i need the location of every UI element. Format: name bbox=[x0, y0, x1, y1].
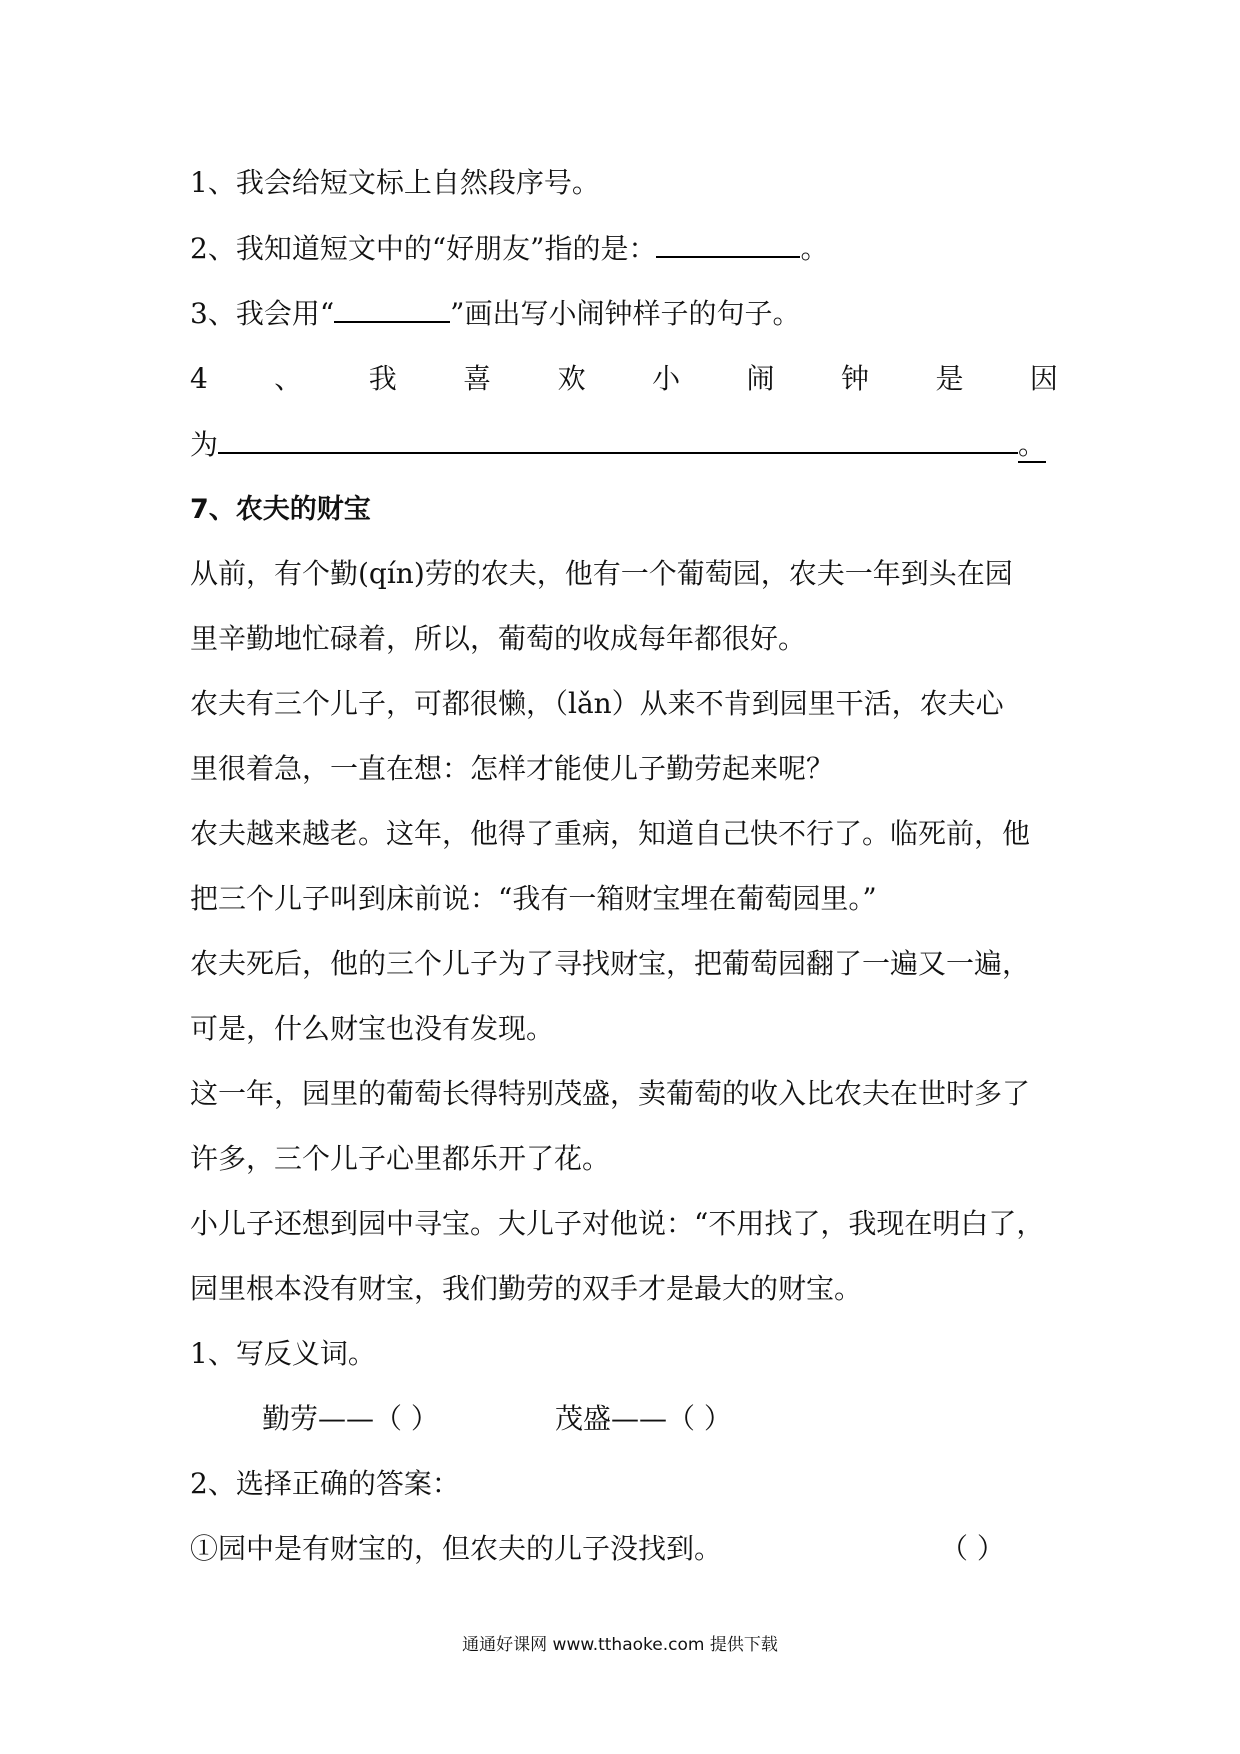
q4-char: 喜 bbox=[463, 362, 492, 395]
page-footer: 通通好课网 www.tthaoke.com 提供下载 bbox=[462, 1635, 778, 1655]
underline-sample bbox=[334, 297, 450, 323]
q4-char: 、 bbox=[274, 362, 303, 395]
q4-line2-start: 为 bbox=[190, 428, 219, 461]
story-line: 许多，三个儿子心里都乐开了花。 bbox=[190, 1142, 611, 1175]
antonym-2[interactable]: 茂盛——（ ） bbox=[555, 1402, 732, 1435]
q4-char: 欢 bbox=[557, 362, 586, 395]
story-line: 里辛勤地忙碌着，所以，葡萄的收成每年都很好。 bbox=[190, 622, 807, 655]
q4-line2-end: 。 bbox=[1018, 428, 1047, 461]
q4-char: 钟 bbox=[840, 362, 869, 395]
story-line: 把三个儿子叫到床前说：“我有一箱财宝埋在葡萄园里。” bbox=[190, 882, 877, 915]
q4-char: 小 bbox=[652, 362, 681, 395]
question-4-line1 bbox=[190, 359, 1058, 399]
question-2-end: 。 bbox=[800, 232, 829, 265]
q4-char: 我 bbox=[368, 362, 397, 395]
antonym-1[interactable]: 勤劳——（ ） bbox=[262, 1402, 439, 1435]
question-3 bbox=[190, 294, 800, 334]
choice-1: ①园中是有财宝的，但农夫的儿子没找到。 bbox=[190, 1532, 723, 1565]
story-line: 农夫死后，他的三个儿子为了寻找财宝，把葡萄园翻了一遍又一遍， bbox=[190, 947, 1031, 980]
question-4-line2 bbox=[190, 425, 1058, 465]
answer-blank-4[interactable] bbox=[218, 428, 1018, 454]
question-2 bbox=[190, 229, 828, 269]
q4-char: 是 bbox=[935, 362, 964, 395]
story-title: 7、农夫的财宝 bbox=[190, 494, 371, 525]
q4-char: 因 bbox=[1029, 362, 1058, 395]
story-line: 里很着急，一直在想：怎样才能使儿子勤劳起来呢？ bbox=[190, 752, 835, 785]
story-line: 农夫有三个儿子，可都很懒，（lǎn）从来不肯到园里干活，农夫心 bbox=[190, 687, 1004, 720]
answer-blank-2[interactable] bbox=[656, 232, 800, 258]
story-line: 农夫越来越老。这年，他得了重病，知道自己快不行了。临死前，他 bbox=[190, 817, 1031, 850]
story-line: 可是，什么财宝也没有发现。 bbox=[190, 1012, 555, 1045]
exercise-2: 2、选择正确的答案： bbox=[190, 1467, 460, 1500]
question-3-end: ”画出写小闹钟样子的句子。 bbox=[450, 297, 801, 330]
question-1: 1、我会给短文标上自然段序号。 bbox=[190, 166, 600, 199]
question-2-text: 2、我知道短文中的“好朋友”指的是： bbox=[190, 232, 657, 265]
story-line: 园里根本没有财宝，我们勤劳的双手才是最大的财宝。 bbox=[190, 1272, 863, 1305]
choice-1-answer-paren[interactable]: （ ） bbox=[940, 1532, 1005, 1565]
q4-char: 闹 bbox=[746, 362, 775, 395]
story-line: 这一年，园里的葡萄长得特别茂盛，卖葡萄的收入比农夫在世时多了 bbox=[190, 1077, 1031, 1110]
exercise-1: 1、写反义词。 bbox=[190, 1337, 376, 1370]
story-line: 从前，有个勤(qín)劳的农夫，他有一个葡萄园，农夫一年到头在园 bbox=[190, 557, 1013, 590]
story-line: 小儿子还想到园中寻宝。大儿子对他说：“不用找了，我现在明白了， bbox=[190, 1207, 1045, 1240]
q4-char: 4 bbox=[190, 362, 208, 395]
question-3-text: 3、我会用“ bbox=[190, 297, 335, 330]
